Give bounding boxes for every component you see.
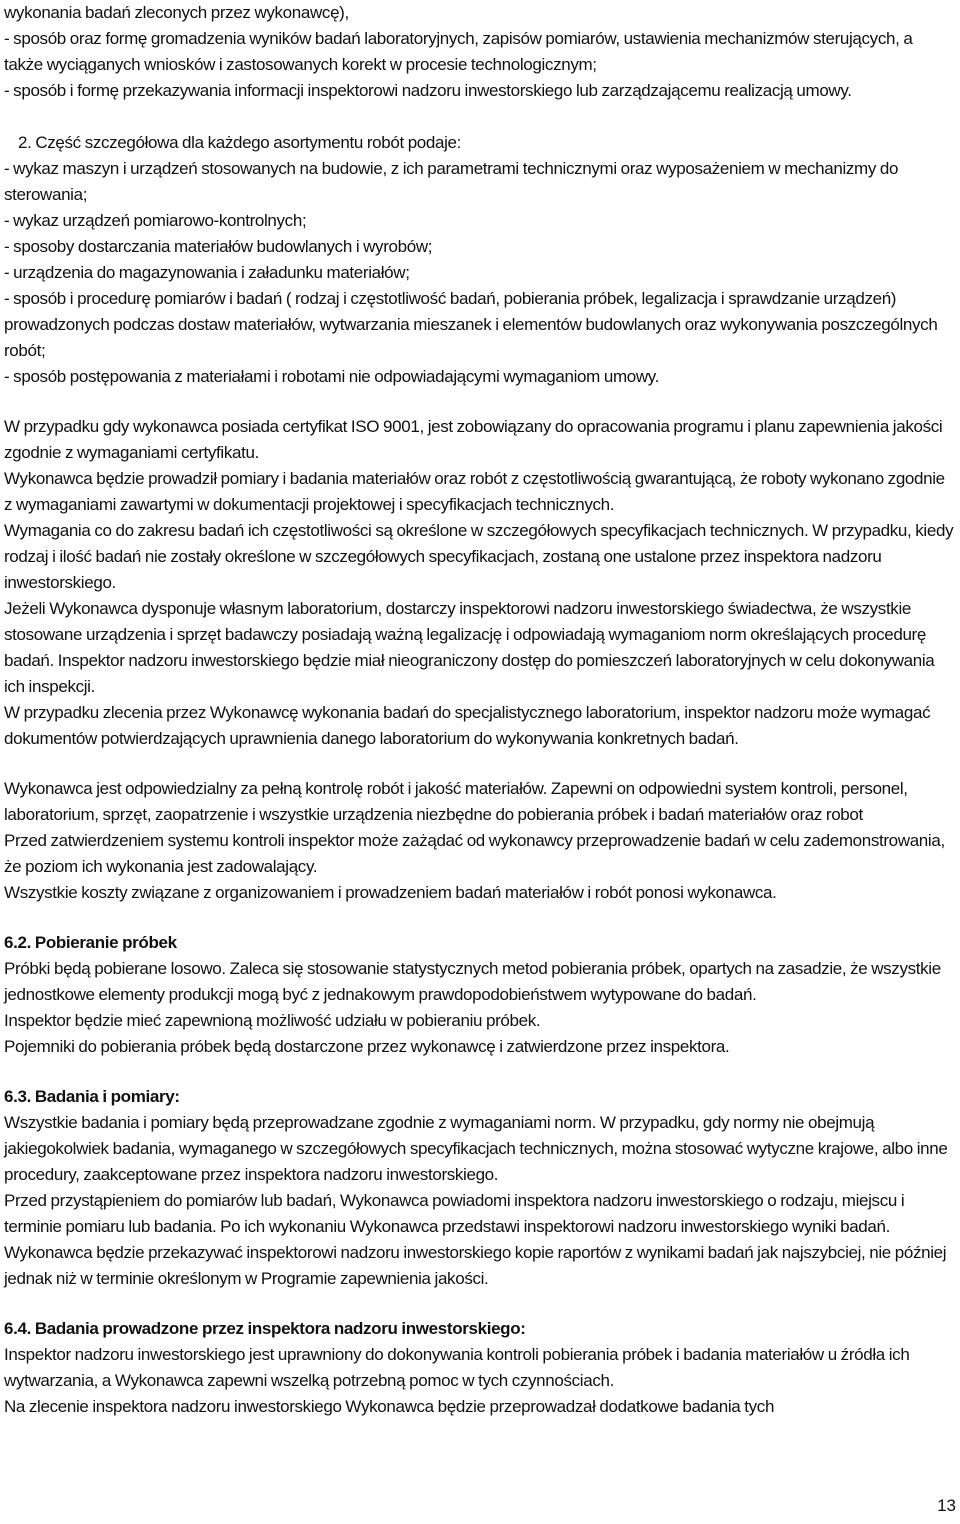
section-title: Pobieranie próbek: [34, 933, 177, 952]
spacer: [4, 1060, 954, 1084]
detail-item: - urządzenia do magazynowania i załadunku materiałów;: [4, 263, 410, 282]
quality-paragraph: Wykonawca będzie prowadził pomiary i badania materiałów oraz robót z częstotliwością gwarantującą, że roboty wykonano zgodnie z wymaganiami zawartymi w dokumentacji projektowej i specyfikacjach technicznych.: [4, 469, 945, 514]
section-number: 6.3.: [4, 1087, 31, 1106]
detail-item: - wykaz urządzeń pomiarowo-kontrolnych;: [4, 211, 307, 230]
quality-paragraph: W przypadku gdy wykonawca posiada certyfikat ISO 9001, jest zobowiązany do opracowania programu i planu zapewnienia jakości zgodnie z wymaganiami certyfikatu.: [4, 417, 943, 462]
list-item-storage: - sposób oraz formę gromadzenia wyników badań laboratoryjnych, zapisów pomiarów, ustawienia mechanizmów sterujących, a także wyciąganych wniosków i zastosowanych korekt w procesie technologicznym;: [4, 29, 913, 74]
spacer: [4, 752, 954, 776]
section-paragraph: Wszystkie badania i pomiary będą przeprowadzane zgodnie z wymaganiami norm. W przypadku, gdy normy nie obejmują jakiegokolwiek badania, wymaganego w szczegółowych specyfikacjach technicznych, można stosować wytyczne krajowe, albo inne procedury, zaakceptowane przez inspektora nadzoru inwestorskiego.: [4, 1113, 948, 1184]
list-item-transfer: - sposób i formę przekazywania informacji inspektorowi nadzoru inwestorskiego lub zarządzającemu realizacją umowy.: [4, 81, 852, 100]
detail-item: - sposób i procedurę pomiarów i badań ( rodzaj i częstotliwość badań, pobierania próbek, legalizacja i sprawdzanie urządzeń) prowadzonych podczas dostaw materiałów, wytwarzania mieszanek i elementów budowlanych oraz wykonywania poszczególnych robót;: [4, 289, 938, 360]
section-paragraph: Próbki będą pobierane losowo. Zaleca się stosowanie statystycznych metod pobierania próbek, opartych na zasadzie, że wszystkie jednostkowe elementy produkcji mogą być z jednakowym prawdopodobieństwem wytypowane do badań.: [4, 959, 941, 1004]
detail-item: - sposób postępowania z materiałami i robotami nie odpowiadającymi wymaganiom umowy.: [4, 367, 660, 386]
spacer: [4, 104, 954, 130]
page-number: 13: [937, 1496, 956, 1515]
spacer: [4, 390, 954, 414]
spacer: [4, 1292, 954, 1316]
intro-line: wykonania badań zleconych przez wykonawcę),: [4, 3, 349, 22]
detail-section-title: 2. Część szczegółowa dla każdego asortymentu robót podaje:: [18, 133, 462, 152]
section-heading-6-2: [4, 930, 954, 956]
section-paragraph: Pojemniki do pobierania próbek będą dostarczone przez wykonawcę i zatwierdzone przez inspektora.: [4, 1037, 730, 1056]
section-paragraph: Przed przystąpieniem do pomiarów lub badań, Wykonawca powiadomi inspektora nadzoru inwestorskiego o rodzaju, miejscu i terminie pomiaru lub badania. Po ich wykonaniu Wykonawca przedstawi inspektorowi nadzoru inwestorskiego wyniki badań. Wykonawca będzie przekazywać inspektorowi nadzoru inwestorskiego kopie raportów z wynikami badań jak najszybciej, nie później jednak niż w terminie określonym w Programie zapewnienia jakości.: [4, 1191, 947, 1288]
section-heading-6-3: [4, 1084, 954, 1110]
spacer: [4, 906, 954, 930]
section-number: 6.2.: [4, 933, 31, 952]
section-paragraph: Inspektor nadzoru inwestorskiego jest uprawniony do dokonywania kontroli pobierania próbek i badania materiałów u źródła ich wytwarzania, a Wykonawca zapewni wszelką potrzebną pomoc w tych czynnościach.: [4, 1345, 910, 1390]
section-title: Badania i pomiary:: [34, 1087, 180, 1106]
section-title: Badania prowadzone przez inspektora nadzoru inwestorskiego:: [34, 1319, 526, 1338]
section-number: 6.4.: [4, 1319, 31, 1338]
responsibility-paragraph: Przed zatwierdzeniem systemu kontroli inspektor może zażądać od wykonawcy przeprowadzenie badań w celu zademonstrowania, że poziom ich wykonania jest zadowalający.: [4, 831, 945, 876]
quality-paragraph: W przypadku zlecenia przez Wykonawcę wykonania badań do specjalistycznego laboratorium, inspektor nadzoru może wymagać dokumentów potwierdzających uprawnienia danego laboratorium do wykonywania konkretnych badań.: [4, 703, 931, 748]
responsibility-paragraph: Wszystkie koszty związane z organizowaniem i prowadzeniem badań materiałów i robót ponosi wykonawca.: [4, 883, 777, 902]
detail-item: - wykaz maszyn i urządzeń stosowanych na budowie, z ich parametrami technicznymi oraz wyposażeniem w mechanizmy do sterowania;: [4, 159, 899, 204]
section-heading-6-4: [4, 1316, 954, 1342]
quality-paragraph: Jeżeli Wykonawca dysponuje własnym laboratorium, dostarczy inspektorowi nadzoru inwestorskiego świadectwa, że wszystkie stosowane urządzenia i sprzęt badawczy posiadają ważną legalizację i odpowiadają wymaganiom norm określających procedurę badań. Inspektor nadzoru inwestorskiego będzie miał nieograniczony dostęp do pomieszczeń laboratoryjnych w celu dokonywania ich inspekcji.: [4, 599, 935, 696]
section-paragraph: Inspektor będzie mieć zapewnioną możliwość udziału w pobieraniu próbek.: [4, 1011, 541, 1030]
detail-item: - sposoby dostarczania materiałów budowlanych i wyrobów;: [4, 237, 433, 256]
section-paragraph: Na zlecenie inspektora nadzoru inwestorskiego Wykonawca będzie przeprowadzał dodatkowe badania tych: [4, 1397, 775, 1416]
responsibility-paragraph: Wykonawca jest odpowiedzialny za pełną kontrolę robót i jakość materiałów. Zapewni on odpowiedni system kontroli, personel, laboratorium, sprzęt, zaopatrzenie i wszystkie urządzenia niezbędne do pobierania próbek i badań materiałów oraz robot: [4, 779, 908, 824]
quality-paragraph: Wymagania co do zakresu badań ich częstotliwości są określone w szczegółowych specyfikacjach technicznych. W przypadku, kiedy rodzaj i ilość badań nie zostały określone w szczegółowych specyfikacjach, zostaną one ustalone przez inspektora nadzoru inwestorskiego.: [4, 521, 954, 592]
document-page: [4, 0, 954, 1420]
